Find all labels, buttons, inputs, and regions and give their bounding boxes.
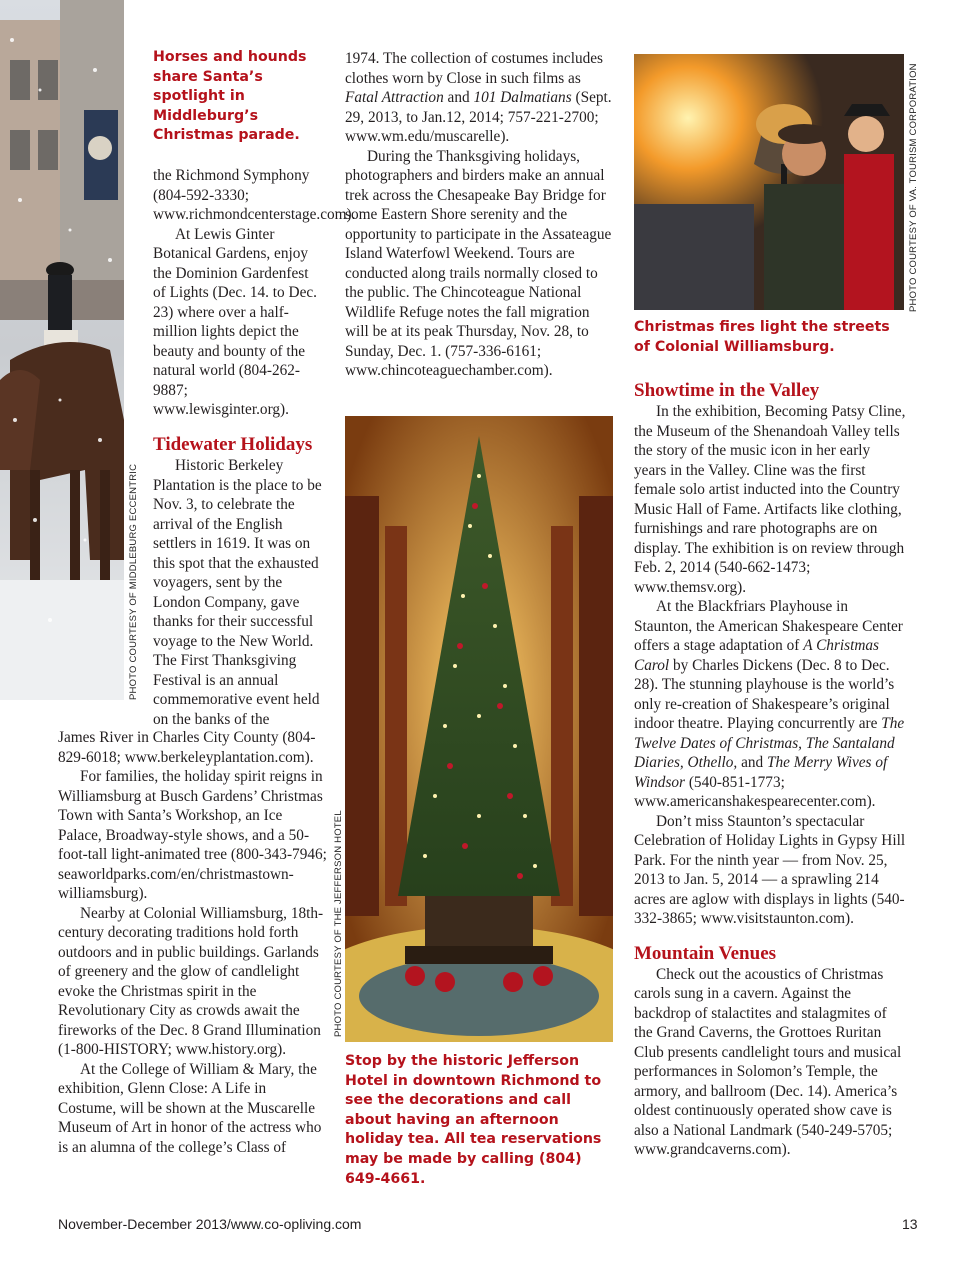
column-2-text (345, 49, 617, 381)
tidewater-holidays-heading: Tidewater Holidays (153, 434, 313, 455)
film-101-dalmatians: 101 Dalmatians (473, 89, 572, 106)
footer-issue-url: November-December 2013/www.co-opliving.com (58, 1216, 362, 1232)
title-merry-wives: The Merry Wives of Windsor (634, 754, 888, 791)
column-1-lower (58, 728, 327, 1157)
muscarelle-text-b: (Sept. 29, 2013, to Jan.12, 2014; 757-221-2700; www.wm.edu/muscarelle). (345, 89, 612, 145)
busch-gardens-paragraph: For families, the holiday spirit reigns in Williamsburg at Busch Gardens’ Christmas Town with Santa’s Workshop, an Ice Palace, Broadway-style shows, and a 50-foot-tall light-animated tree (800-343-7946; seaworldparks.com/en/christmastown-williamsburg). (58, 768, 327, 902)
colonial-williamsburg-paragraph: Nearby at Colonial Williamsburg, 18th-century decorating traditions hold forth outdoors and in public buildings. Garlands of greenery and the glow of candlelight evoke the Christmas spirit in the Revolutionary City as crowds await the fireworks of the Dec. 8 Grand Illumination (1-800-HISTORY; www.history.org). (58, 904, 324, 1058)
berkeley-plantation-paragraph-top (153, 456, 325, 729)
showtime-in-the-valley-heading: Showtime in the Valley (634, 380, 820, 401)
berkeley-text-b: James River in Charles City County (804-829-6018; www.berkeleyplantation.com). (58, 729, 316, 766)
blackfriars-text-a: At the Blackfriars Playhouse in Staunton, the American Shakespeare Center offers a stage adaptation of (634, 598, 903, 654)
berkeley-text-a: Historic Berkeley Plantation is the place to be Nov. 3, to celebrate the arrival of the English settlers in 1619. It was on this spot that the exhausted voyagers, sent by the London Company, gave thanks for their successful voyage to the New World. The First Thanksgiving Festival is an annual commemorative event held on the banks of the (153, 457, 322, 728)
muscarelle-paragraph (345, 49, 617, 147)
staunton-lights-paragraph: Don’t miss Staunton’s spectacular Celebration of Holiday Lights in Gypsy Hill Park. For the ninth year — from Nov. 25, 2013 to Jan. 5, 2014 — a sprawling 214 acres are aglow with displays in lights (540-332-3865; www.visitstaunton.com). (634, 812, 906, 927)
muscarelle-and: and (443, 89, 474, 106)
column-3 (634, 380, 906, 1160)
glenn-close-paragraph: At the College of William & Mary, the exhibition, Glenn Close: A Life in Costume, will be shown at the Muscarelle Museum of Art in honor of the actress who is an alumna of the college’s Class of (58, 1060, 322, 1156)
williamsburg-caption: Christmas fires light the streets of Colonial Williamsburg. (634, 319, 890, 355)
richmond-symphony-paragraph: the Richmond Symphony (804-592-3330; www.richmondcenterstage.com). (153, 167, 356, 223)
title-christmas-carol: A Christmas Carol (634, 637, 880, 674)
middleburg-caption: Horses and hounds share Santa’s spotlight in Middleburg’s Christmas parade. (153, 49, 307, 144)
blackfriars-text-c: (540-851-1773; www.americanshakespearecenter.com). (634, 773, 876, 810)
blackfriars-text-b: by Charles Dickens (Dec. 8 to Dec. 28). The stunning playhouse is the world’s only re-creation of Shakespeare’s original indoor theatre. Playing concurrently are (634, 656, 895, 732)
middleburg-photo-credit: PHOTO COURTESY OF MIDDLEBURG ECCENTRIC (128, 463, 139, 700)
blackfriars-paragraph (634, 597, 906, 812)
jefferson-photo-credit: PHOTO COURTESY OF THE JEFFERSON HOTEL (333, 810, 344, 1037)
jefferson-tree-image (345, 416, 613, 1042)
column-1-upper (153, 166, 356, 420)
muscarelle-text-a: 1974. The collection of costumes includes clothes worn by Close in such films as (345, 50, 604, 87)
chincoteague-paragraph: During the Thanksgiving holidays, photographers and birders make an annual trek across the Chesapeake Bay Bridge for some Eastern Shore serenity and the opportunity to participate in the Assateague Island Waterfowl Weekend. Tours are conducted along trails normally closed to the public. The Chincoteague National Wildlife Refuge notes the fall migration will be at its peak Thursday, Nov. 28, to Sunday, Dec. 1. (757-336-6161; www.chincoteaguechamber.com). (345, 147, 612, 379)
titles-concurrent: The Twelve Dates of Christmas, The Santaland Diaries, Othello, (634, 715, 905, 771)
blackfriars-and: and (737, 754, 767, 771)
jefferson-hotel-photo (345, 416, 613, 1042)
middleburg-parade-photo (0, 0, 124, 700)
film-fatal-attraction: Fatal Attraction (345, 89, 444, 106)
williamsburg-fires-photo (634, 54, 904, 310)
williamsburg-photo-credit: PHOTO COURTESY OF VA. TOURISM CORPORATION (908, 63, 919, 312)
patsy-cline-paragraph: In the exhibition, Becoming Patsy Cline, the Museum of the Shenandoah Valley tells the story of the music icon in her early years in the Valley. Cline was the first female solo artist inducted into the Country Music Hall of Fame. Artifacts like clothing, furnishings and rare photographs are on display. The exhibition is on review through Feb. 2, 2014 (540-662-1473; www.themsv.org). (634, 403, 906, 596)
williamsburg-fires-image (634, 54, 904, 310)
jefferson-caption: Stop by the historic Jefferson Hotel in downtown Richmond to see the decorations and call about having an afternoon holiday tea. All tea reservations may be made by calling (804) 649-4661. (345, 1053, 602, 1187)
middleburg-parade-image (0, 0, 124, 700)
lewis-ginter-paragraph: At Lewis Ginter Botanical Gardens, enjoy the Dominion Gardenfest of Lights (Dec. 14. to Dec. 23) where over a half-million lights depict the beauty and bounty of the natural world (804-262-9887; www.lewisginter.org). (153, 225, 317, 418)
mountain-venues-heading: Mountain Venues (634, 942, 777, 964)
grand-caverns-paragraph: Check out the acoustics of Christmas carols sung in a cavern. Against the backdrop of stalactites and stalagmites of the Grand Caverns, the Grottoes Ruritan Club presents candlelight tours and musical performances in Solomon’s Temple, the armory, and ballroom (Dec. 14). America’s oldest continuously operated show cave is also a National Landmark (540-249-5705; www.grandcaverns.com). (634, 965, 902, 1158)
footer-page-number: 13 (902, 1216, 918, 1232)
